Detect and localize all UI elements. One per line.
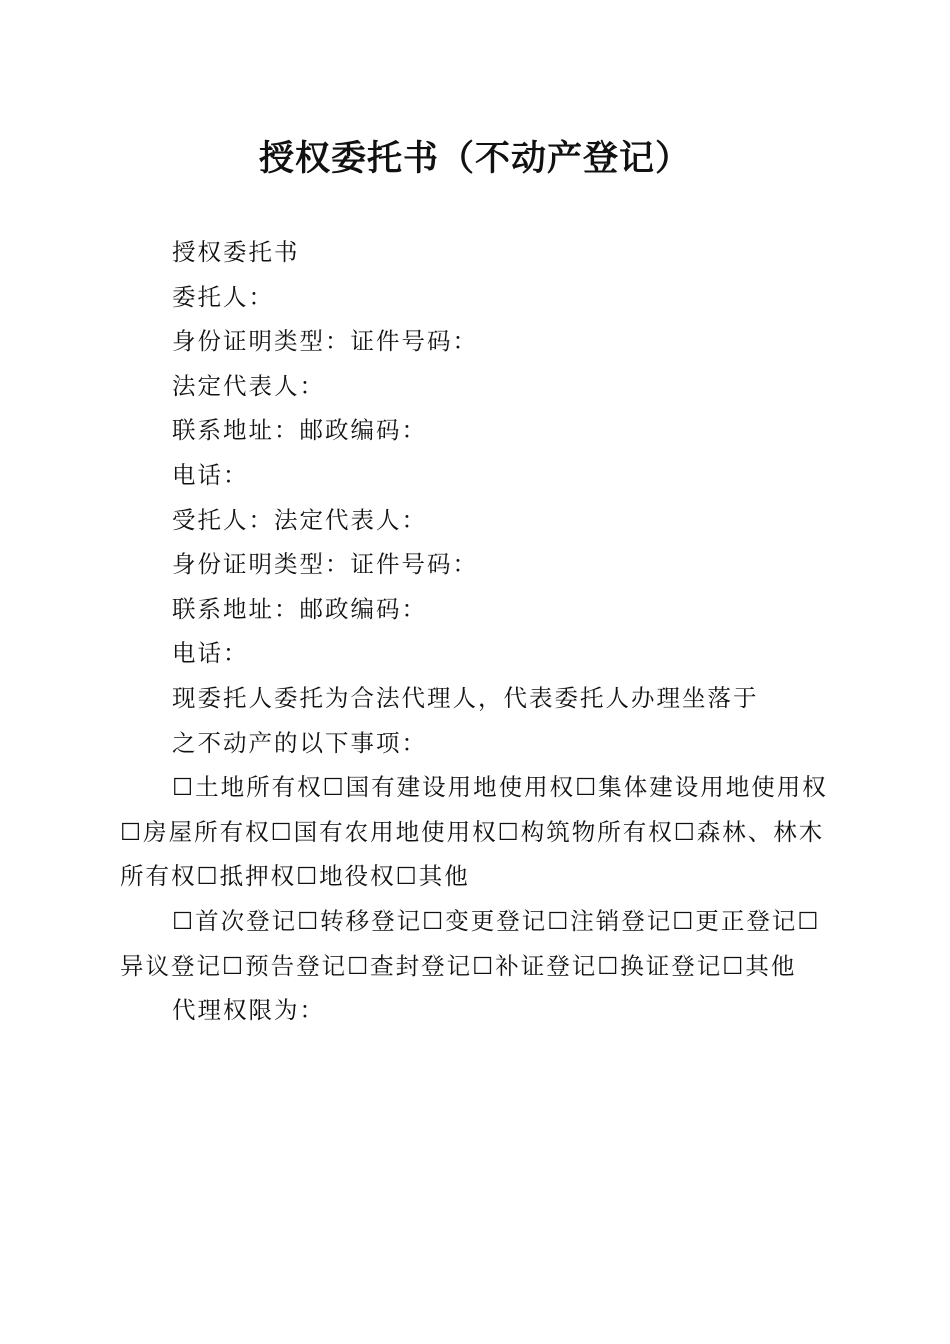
principal-phone-line: 电话： bbox=[172, 460, 249, 489]
matters-intro-line: 之不动产的以下事项： bbox=[172, 728, 427, 757]
agency-scope-line: 代理权限为： bbox=[172, 996, 325, 1025]
agent-address-line: 联系地址：邮政编码： bbox=[172, 594, 427, 623]
agent-id-line: 身份证明类型：证件号码： bbox=[172, 550, 478, 579]
principal-line: 委托人： bbox=[172, 282, 274, 311]
registration-options-paragraph: ☐首次登记☐转移登记☐变更登记☐注销登记☐更正登记☐异议登记☐预告登记☐查封登记☐补证登记☐换证登记☐其他 bbox=[120, 906, 821, 980]
heading-line: 授权委托书 bbox=[172, 238, 300, 266]
document-body bbox=[120, 230, 832, 1033]
rights-options-paragraph: ☐土地所有权☐国有建设用地使用权☐集体建设用地使用权☐房屋所有权☐国有农用地使用权☐构筑物所有权☐森林、林木所有权☐抵押权☐地役权☐其他 bbox=[120, 773, 828, 891]
agent-phone-line: 电话： bbox=[172, 639, 249, 668]
agent-line: 受托人：法定代表人： bbox=[172, 505, 427, 534]
principal-legal-rep-line: 法定代表人： bbox=[172, 371, 325, 400]
delegation-line: 现委托人委托为合法代理人，代表委托人办理坐落于 bbox=[172, 683, 759, 712]
document-title: 授权委托书（不动产登记） bbox=[258, 139, 691, 179]
principal-id-line: 身份证明类型：证件号码： bbox=[172, 327, 478, 356]
principal-address-line: 联系地址：邮政编码： bbox=[172, 416, 427, 445]
